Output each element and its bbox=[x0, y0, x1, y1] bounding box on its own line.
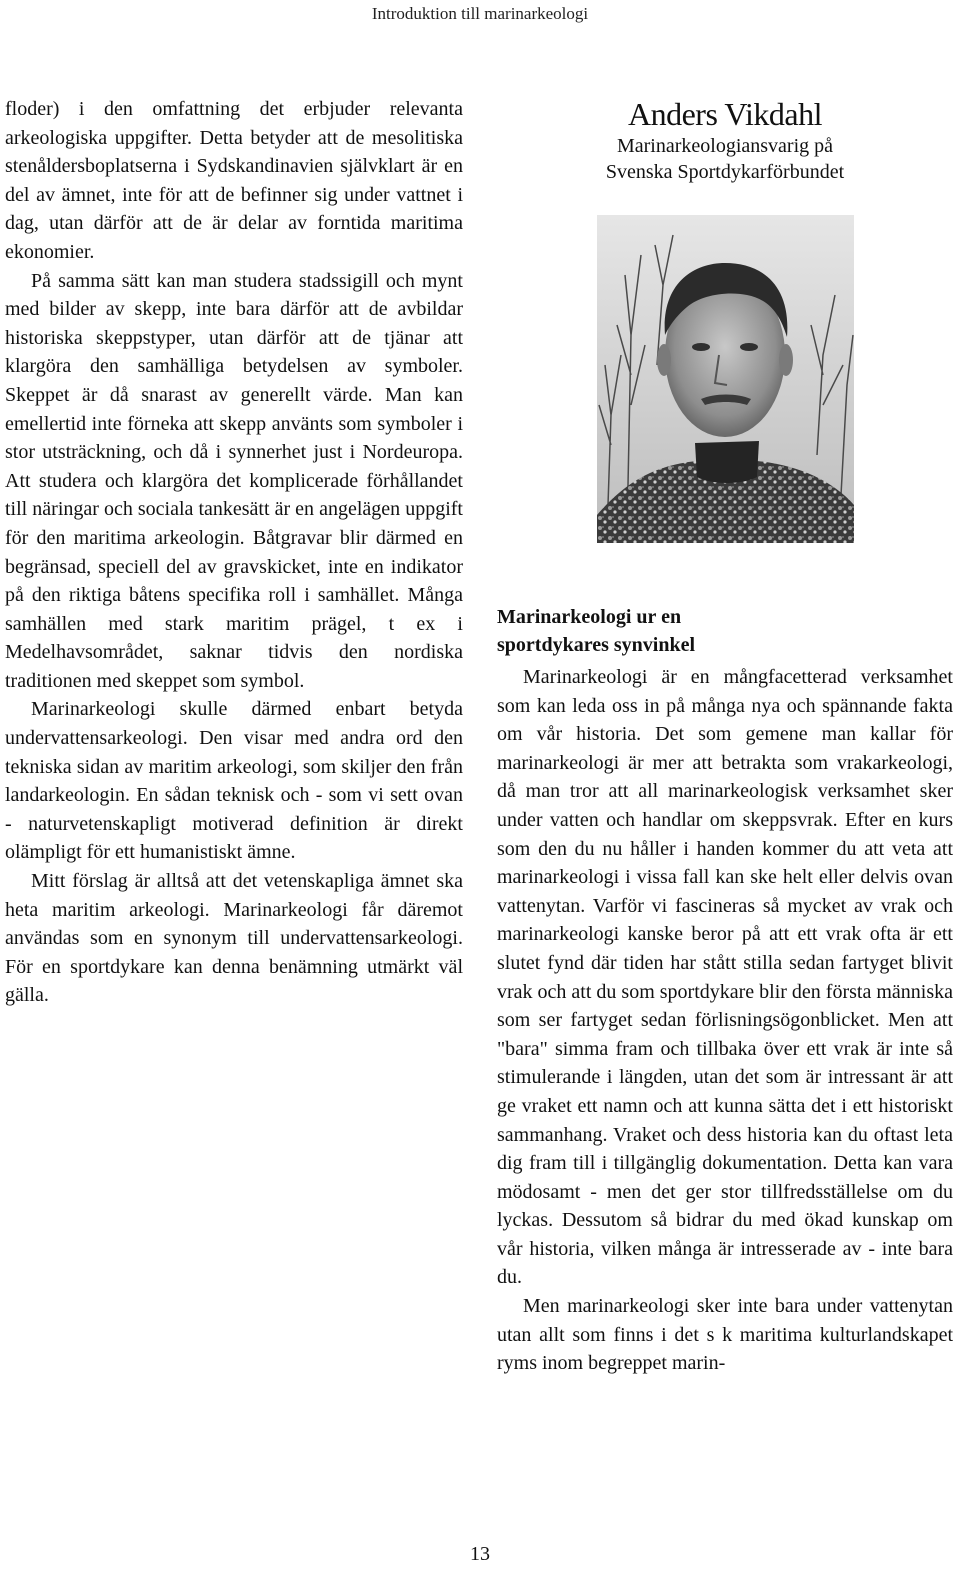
section-heading-line-2: sportdykares synvinkel bbox=[497, 634, 696, 656]
author-portrait-photo bbox=[597, 215, 854, 543]
section-heading-line-1: Marinarkeologi ur en bbox=[497, 606, 682, 628]
author-role-line-1: Marinarkeologiansvarig på bbox=[616, 135, 834, 157]
left-paragraph-1: floder) i den omfattning det erbjuder relevanta arkeologiska uppgifter. Detta betyder att de mesolitiska stenåldersboplatserna i Sydskandinavien självklart är en del av ämnet, inte för att de befinner sig under vattnet i dag, utan därför att de är delar av forntida maritima ekonomier. bbox=[5, 98, 463, 263]
left-paragraph-3: Marinarkeologi skulle därmed enbart betyda undervattensarkeologi. Den visar med andra ord den tekniska sidan av maritim arkeologi, som skiljer den från landarkeologin. En sådan teknisk och - som vi sett ovan - naturvetenskapligt motiverad definition är direkt olämpligt för ett humanistiskt ämne. bbox=[5, 698, 463, 864]
section-heading bbox=[497, 603, 953, 659]
page-number: 13 bbox=[470, 1543, 490, 1565]
right-paragraph-1: Marinarkeologi är en mångfacetterad verksamhet som kan leda oss in på många nya och spännande fakta om vår historia. Det som gemene man kallar för marinarkeologi är mer att betrakta som vrakarkeologi, då man tror att all marinarkeologisk verksamhet sker under vatten och handlar om skeppsvrak. Efter en kurs som den du nu håller i handen kommer du att veta att marinarkeologi i vissa fall kan ske helt eller delvis ovan vattenytan. Varför vi fascineras så mycket av vrak och marinarkeologi kanske beror på att ett vrak ofta är ett slutet fynd där tiden har stått stilla sedan fartyget blivit vrak och att du som sportdykare blir den första människa som ser fartyget sedan förlisningsögonblicket. Men att "bara" simma fram och tillbaka över ett vrak är inte så stimulerande i längden, utan det som är intressant är att ge vraket ett namn och att kunna sätta det i ett historiskt sammanhang. Vraket och dess historia kan du oftast leta dig fram till i tillgänglig dokumentation. Detta kan vara mödosamt - men det ger stor tillfredsställelse om du lyckas. Dessutom så bidrar du med ökad kunskap om vår historia, vilken många är intresserade av - inte bara du. bbox=[497, 666, 953, 1289]
left-paragraph-2: På samma sätt kan man studera stadssigill och mynt med bilder av skepp, inte bara därför att de avbildar historiska skeppstyper, utan därför att de tjänar att klargöra den samhälliga betydelsen av symboler. Skeppet är då snarast av generellt värde. Man kan emellertid inte förneka att skepp använts som symboler i stor utsträckning, och då i synnerhet just i Nordeuropa. Att studera och klargöra det komplicerade förhållandet till näringar och sociala tankesätt är en angelägen uppgift för den maritima arkeologin. Båtgravar blir därmed en begränsad, speciell del av gravskicket, inte en indikator på den riktiga båtens specifika roll i samhället. Många samhällen med stark maritim prägel, t ex i Medelhavsområdet, saknar tidvis den nordiska traditionen med skeppet som symbol. bbox=[5, 269, 463, 692]
right-column bbox=[497, 95, 953, 1378]
right-paragraph-2: Men marinarkeologi sker inte bara under vattenytan utan allt som finns i det s k maritima kulturlandskapet ryms inom begreppet marin- bbox=[497, 1295, 953, 1375]
left-column bbox=[5, 95, 463, 1010]
author-role-line-2: Svenska Sportdykarförbundet bbox=[605, 161, 845, 183]
author-name: Anders Vikdahl bbox=[627, 96, 822, 132]
left-paragraph-4: Mitt förslag är alltså att det vetenskapliga ämnet ska heta maritim arkeologi. Marinarkeologi får däremot användas som en synonym till undervattensarkeologi. För en sportdykare kan denna benämning utmärkt väl gälla. bbox=[5, 870, 463, 1007]
running-header: Introduktion till marinarkeologi bbox=[371, 4, 589, 23]
photo-collar bbox=[695, 441, 759, 483]
author-box bbox=[497, 95, 953, 185]
